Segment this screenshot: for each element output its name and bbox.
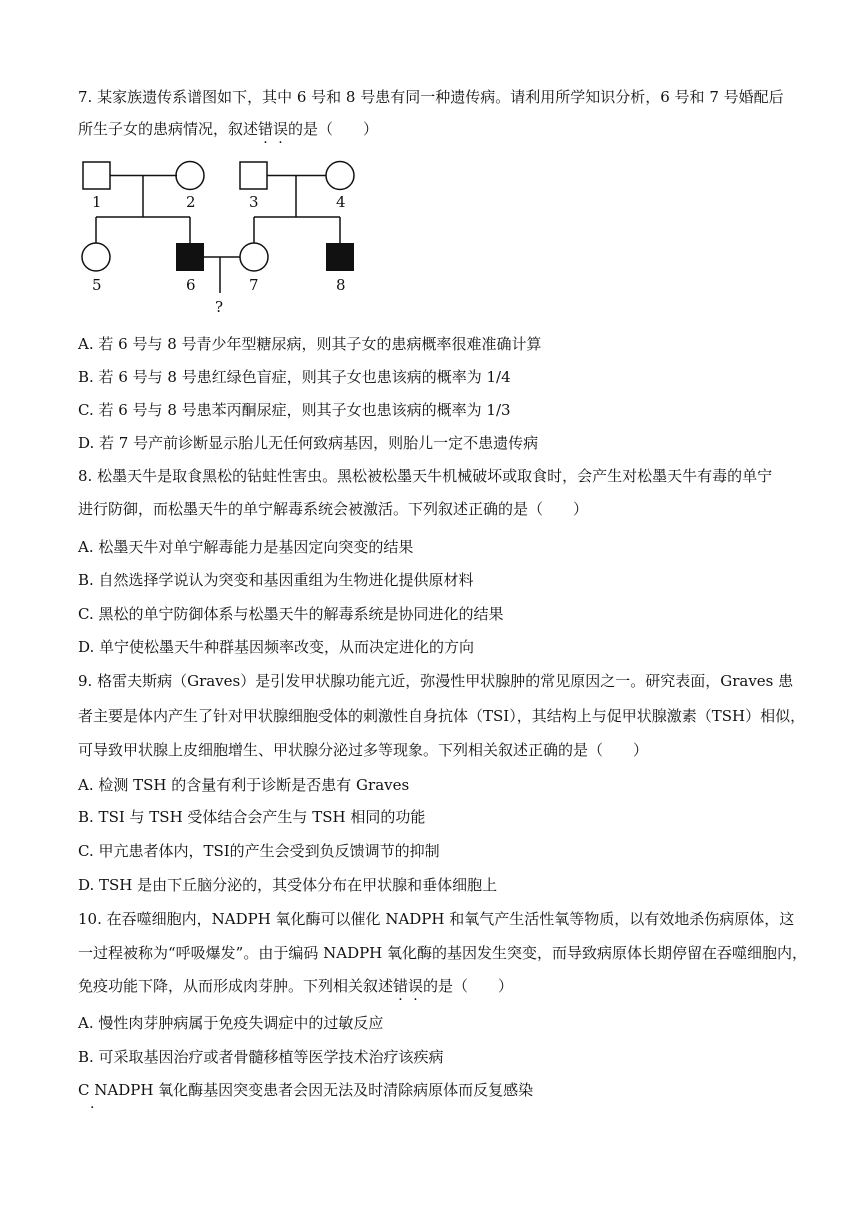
q10-stem-post: 的是（ ） [423,977,514,995]
q10-stem-pre: 免疫功能下降，从而形成肉芽肿。下列相关叙述 [78,977,394,995]
q7-stem-post: 的是（ ） [288,120,379,138]
pedigree-label-4: 4 [336,193,346,211]
q7-option-c: C. 若 6 号与 8 号患苯丙酮尿症，则其子女也患该病的概率为 1/3 [78,401,511,419]
pedigree-individual-6-affected [176,243,204,271]
q10-option-c: C NADPH 氧化酶基因突变患者会因无法及时清除病原体而反复感染 [78,1081,534,1099]
emphasis-dot-mark: · [90,1100,95,1116]
pedigree-individual-7 [240,243,268,271]
q10-stem-line3 [78,975,513,997]
q9-option-d: D. TSH 是由下丘脑分泌的，其受体分布在甲状腺和垂体细胞上 [78,876,498,894]
q10-stem-line1: 10. 在吞噬细胞内，NADPH 氧化酶可以催化 NADPH 和氧气产生活性氧等物质，以有效地杀伤病原体，这 [78,910,795,928]
q8-option-b: B. 自然选择学说认为突变和基因重组为生物进化提供原材料 [78,571,474,589]
q8-option-c: C. 黑松的单宁防御体系与松墨天牛的解毒系统是协同进化的结果 [78,605,504,623]
q10-emphasis-char2: 误 [408,977,424,995]
q7-stem-line1: 7. 某家族遗传系谱图如下，其中 6 号和 8 号患有同一种遗传病。请利用所学知识分析，6 号和 7 号婚配后 [78,88,784,106]
q9-option-a: A. 检测 TSH 的含量有利于诊断是否患有 Graves [78,776,410,794]
pedigree-label-2: 2 [186,193,196,211]
q7-option-a: A. 若 6 号与 8 号青少年型糖尿病，则其子女的患病概率很难准确计算 [78,335,542,353]
pedigree-individual-5 [82,243,110,271]
q8-option-a: A. 松墨天牛对单宁解毒能力是基因定向突变的结果 [78,538,414,556]
pedigree-individual-4 [326,162,354,190]
pedigree-individual-8-affected [326,243,354,271]
pedigree-label-3: 3 [249,193,259,211]
q7-stem-line2 [78,118,378,140]
q10-stem-line2: 一过程被称为“呼吸爆发”。由于编码 NADPH 氧化酶的基因发生突变，而导致病原体长期停留在吞噬细胞内， [78,944,808,962]
q9-stem-line1: 9. 格雷夫斯病（Graves）是引发甲状腺功能亢近，弥漫性甲状腺肿的常见原因之一。研究表面，Graves 患 [78,672,794,690]
q8-option-d: D. 单宁使松墨天牛种群基因频率改变，从而决定进化的方向 [78,638,475,656]
pedigree-label-6: 6 [186,276,196,294]
q7-emphasis-char1: 错 [258,120,274,138]
q7-option-b: B. 若 6 号与 8 号患红绿色盲症，则其子女也患该病的概率为 1/4 [78,368,511,386]
q9-stem-line2: 者主要是体内产生了针对甲状腺细胞受体的刺激性自身抗体（TSI），其结构上与促甲状腺激素（TSH）相似， [78,707,806,725]
pedigree-individual-2 [176,162,204,190]
q7-emphasis-char2: 误 [273,120,289,138]
pedigree-label-1: 1 [92,193,102,211]
q9-option-b: B. TSI 与 TSH 受体结合会产生与 TSH 相同的功能 [78,808,426,826]
q10-option-b: B. 可采取基因治疗或者骨髓移植等医学技术治疗该疾病 [78,1048,444,1066]
pedigree-label-8: 8 [336,276,346,294]
pedigree-label-5: 5 [92,276,102,294]
q10-option-a: A. 慢性肉芽肿病属于免疫失调症中的过敏反应 [78,1014,384,1032]
pedigree-individual-3 [240,162,267,189]
q7-option-d: D. 若 7 号产前诊断显示胎儿无任何致病基因，则胎儿一定不患遗传病 [78,434,539,452]
q8-stem-line1: 8. 松墨天牛是取食黑松的钻蛀性害虫。黑松被松墨天牛机械破坏或取食时，会产生对松墨天牛有毒的单宁 [78,467,773,485]
q9-stem-line3: 可导致甲状腺上皮细胞增生、甲状腺分泌过多等现象。下列相关叙述正确的是（ ） [78,741,649,759]
q7-stem-pre: 所生子女的患病情况，叙述 [78,120,259,138]
q9-option-c: C. 甲亢患者体内，TSI的产生会受到负反馈调节的抑制 [78,842,440,860]
pedigree-individual-1 [83,162,110,189]
q10-emphasis-char1: 错 [393,977,409,995]
q8-stem-line2: 进行防御，而松墨天牛的单宁解毒系统会被激活。下列叙述正确的是（ ） [78,500,589,518]
pedigree-chart [70,150,370,320]
pedigree-unknown-child: ? [215,298,224,316]
pedigree-label-7: 7 [249,276,259,294]
